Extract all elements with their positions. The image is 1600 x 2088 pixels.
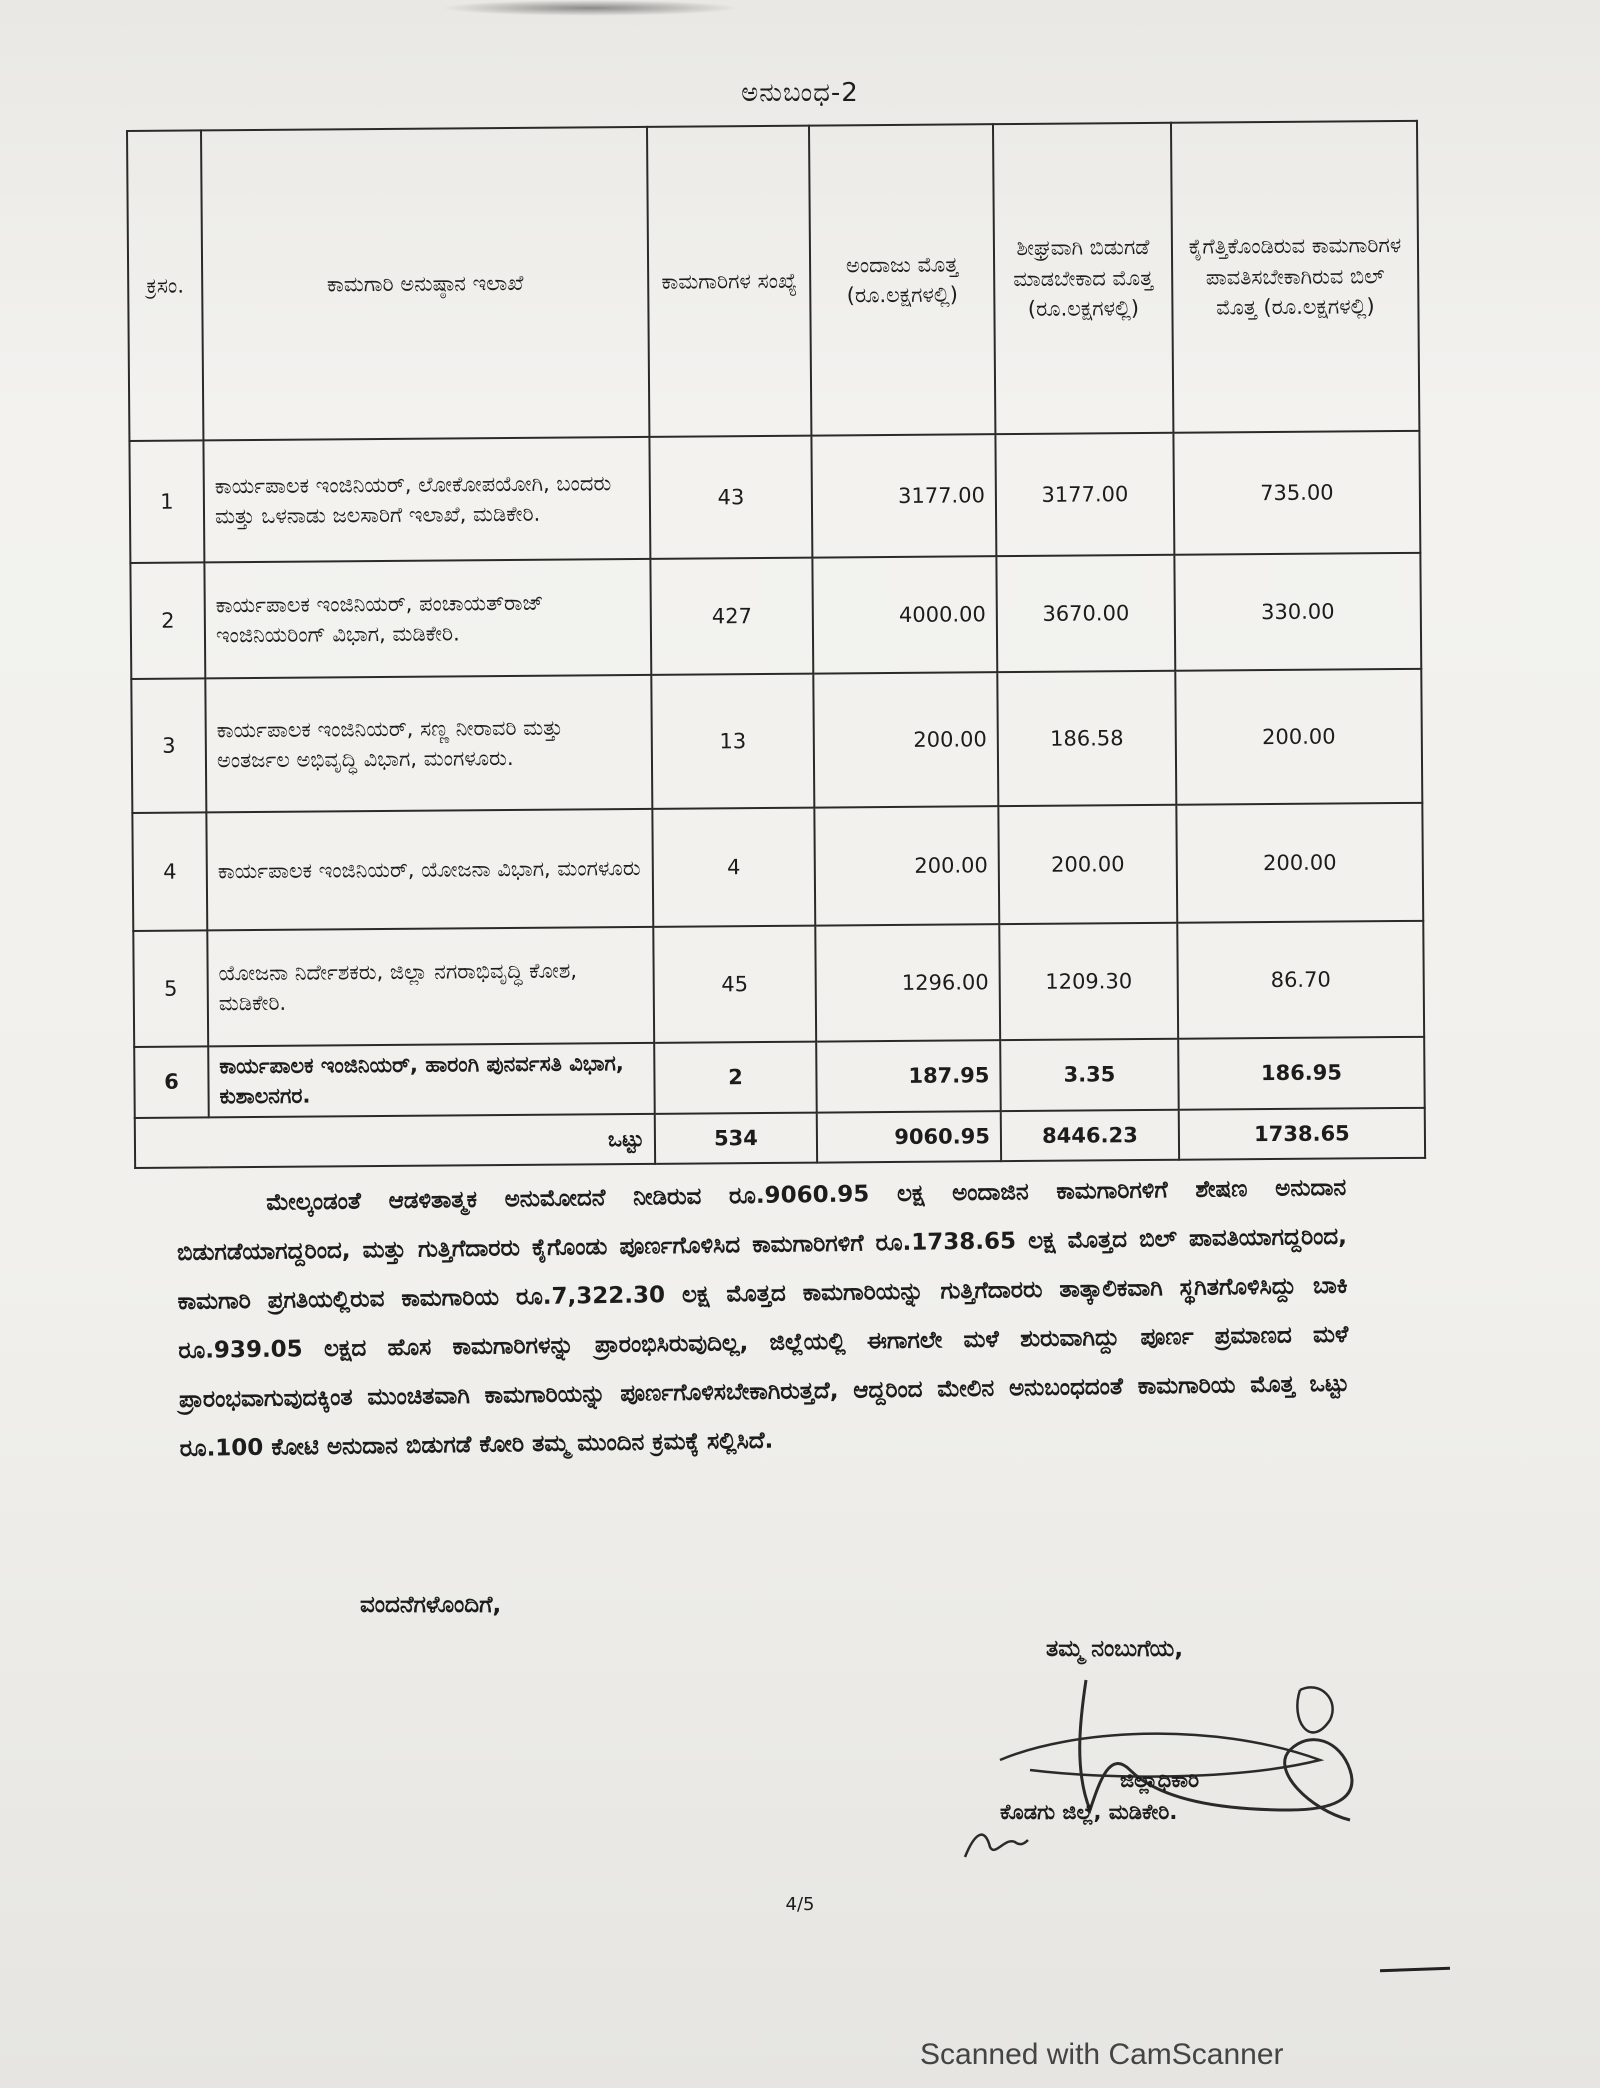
cell-bill-amount: 735.00 (1173, 431, 1420, 555)
header-bill-amount: ಕೈಗೆತ್ತಿಕೊಂಡಿರುವ ಕಾಮಗಾರಿಗಳ ಪಾವತಿಸಬೇಕಾಗಿರುವ ಬಿಲ್ ಮೊತ್ತ (ರೂ.ಲಕ್ಷಗಳಲ್ಲಿ) (1171, 121, 1419, 433)
cell-department: ಕಾರ್ಯಪಾಲಕ ಇಂಜಿನಿಯರ್, ಪಂಚಾಯತ್‌ರಾಜ್ ಇಂಜಿನಿಯರಿಂಗ್ ವಿಭಾಗ, ಮಡಿಕೇರಿ. (204, 559, 651, 678)
table-row (129, 431, 1420, 563)
cell-release-amount: 1209.30 (999, 923, 1178, 1040)
cell-estimate: 1296.00 (815, 924, 1000, 1041)
total-label: ಒಟ್ಟು (135, 1114, 655, 1168)
cell-work-count: 45 (653, 926, 816, 1043)
cell-sl-no: 2 (130, 562, 205, 679)
cell-release-amount: 186.58 (997, 671, 1176, 806)
yours-faithfully: ತಮ್ಮ ನಂಬುಗೆಯ, (1046, 1636, 1184, 1662)
table-row (134, 1037, 1425, 1118)
cell-release-amount: 3177.00 (995, 433, 1174, 556)
table-row (133, 921, 1424, 1047)
cell-bill-amount: 200.00 (1175, 669, 1422, 805)
cell-work-count: 427 (650, 558, 813, 675)
header-estimate: ಅಂದಾಜು ಮೊತ್ತ (ರೂ.ಲಕ್ಷಗಳಲ್ಲಿ) (809, 124, 995, 435)
cell-work-count: 43 (649, 436, 812, 559)
total-release-amount: 8446.23 (1001, 1110, 1179, 1161)
scan-shadow (440, 0, 740, 16)
cell-department: ಯೋಜನಾ ನಿರ್ದೇಶಕರು, ಜಿಲ್ಲಾ ನಗರಾಭಿವೃದ್ಧಿ ಕೋಶ, ಮಡಿಕೇರಿ. (207, 927, 654, 1046)
cell-work-count: 13 (651, 674, 814, 809)
cell-bill-amount: 86.70 (1177, 921, 1424, 1039)
office-address: ಕೊಡಗು ಜಿಲ್ಲೆ, ಮಡಿಕೇರಿ. (1000, 1800, 1178, 1824)
cell-release-amount: 3.35 (1000, 1039, 1179, 1111)
cell-sl-no: 1 (129, 440, 204, 563)
cell-work-count: 2 (654, 1042, 817, 1114)
total-work-count: 534 (655, 1112, 817, 1163)
margin-mark (1380, 1967, 1450, 1972)
table-header-row (127, 121, 1419, 441)
designation: ಜಿಲ್ಲಾಧಿಕಾರಿ (1120, 1768, 1200, 1792)
header-release-amount: ಶೀಘ್ರವಾಗಿ ಬಿಡುಗಡೆ ಮಾಡಬೇಕಾದ ಮೊತ್ತ (ರೂ.ಲಕ್ಷಗಳಲ್ಲಿ) (993, 123, 1173, 434)
table-row (130, 553, 1421, 679)
cell-bill-amount: 330.00 (1174, 553, 1421, 671)
works-table (126, 120, 1426, 1169)
cell-sl-no: 4 (132, 812, 207, 931)
cell-department: ಕಾರ್ಯಪಾಲಕ ಇಂಜಿನಿಯರ್, ಯೋಜನಾ ವಿಭಾಗ, ಮಂಗಳೂರು (206, 809, 653, 930)
cell-department: ಕಾರ್ಯಪಾಲಕ ಇಂಜಿನಿಯರ್, ಹಾರಂಗಿ ಪುನರ್ವಸತಿ ವಿಭಾಗ, ಕುಶಾಲನಗರ. (208, 1043, 655, 1117)
cell-estimate: 4000.00 (812, 556, 997, 673)
table-total-row (135, 1108, 1425, 1168)
table-row (132, 803, 1423, 931)
header-sl-no: ಕ್ರಸಂ. (127, 130, 203, 441)
cell-department: ಕಾರ್ಯಪಾಲಕ ಇಂಜಿನಿಯರ್, ಸಣ್ಣ ನೀರಾವರಿ ಮತ್ತು ಅಂತರ್ಜಲ ಅಭಿವೃದ್ಧಿ ವಿಭಾಗ, ಮಂಗಳೂರು. (205, 675, 652, 812)
total-bill-amount: 1738.65 (1179, 1108, 1425, 1160)
body-paragraph: ಮೇಲ್ಕಂಡಂತೆ ಆಡಳಿತಾತ್ಮಕ ಅನುಮೋದನೆ ನೀಡಿರುವ ರೂ.9060.95 ಲಕ್ಷ ಅಂದಾಜಿನ ಕಾಮಗಾರಿಗಳಿಗೆ ಶೇಷಣ ಅನುದಾನ ಬಿಡುಗಡೆಯಾಗದ್ದರಿಂದ, ಮತ್ತು ಗುತ್ತಿಗೆದಾರರು ಕೈಗೊಂಡು ಪೂರ್ಣಗೊಳಿಸಿದ ಕಾಮಗಾರಿಗಳಿಗೆ ರೂ.1738.65 ಲಕ್ಷ ಮೊತ್ತದ ಬಿಲ್ ಪಾವತಿಯಾಗದ್ದರಿಂದ, ಕಾಮಗಾರಿ ಪ್ರಗತಿಯಲ್ಲಿರುವ ಕಾಮಗಾರಿಯ ರೂ.7,322.30 ಲಕ್ಷ ಮೊತ್ತದ ಕಾಮಗಾರಿಯನ್ನು ಗುತ್ತಿಗೆದಾರರು ತಾತ್ಕಾಲಿಕವಾಗಿ ಸ್ಥಗಿತಗೊಳಿಸಿದ್ದು ಬಾಕಿ ರೂ.939.05 ಲಕ್ಷದ ಹೊಸ ಕಾಮಗಾರಿಗಳನ್ನು ಪ್ರಾರಂಭಿಸಿರುವುದಿಲ್ಲ, ಜಿಲ್ಲೆಯಲ್ಲಿ ಈಗಾಗಲೇ ಮಳೆ ಶುರುವಾಗಿದ್ದು ಪೂರ್ಣ ಪ್ರಮಾಣದ ಮಳೆ ಪ್ರಾರಂಭವಾಗುವುದಕ್ಕಿಂತ ಮುಂಚಿತವಾಗಿ ಕಾಮಗಾರಿಯನ್ನು ಪೂರ್ಣಗೊಳಿಸಬೇಕಾಗಿರುತ್ತದೆ, ಆದ್ದರಿಂದ ಮೇಲಿನ ಅನುಬಂಧದಂತೆ ಕಾಮಗಾರಿಯ ಮೊತ್ತ ಒಟ್ಟು ರೂ.100 ಕೋಟಿ ಅನುದಾನ ಬಿಡುಗಡೆ ಕೋರಿ ತಮ್ಮ ಮುಂದಿನ ಕ್ರಮಕ್ಕೆ ಸಲ್ಲಿಸಿದೆ. (176, 1174, 1350, 1462)
cell-sl-no: 3 (131, 678, 206, 813)
cell-estimate: 200.00 (813, 672, 998, 807)
cell-release-amount: 3670.00 (996, 555, 1175, 672)
cell-estimate: 200.00 (814, 806, 999, 925)
cell-estimate: 3177.00 (811, 434, 996, 557)
cell-bill-amount: 186.95 (1178, 1037, 1425, 1110)
header-department: ಕಾಮಗಾರಿ ಅನುಷ್ಠಾನ ಇಲಾಖೆ (201, 127, 649, 440)
cell-work-count: 4 (652, 808, 815, 927)
total-estimate: 9060.95 (817, 1111, 1001, 1162)
cell-release-amount: 200.00 (998, 805, 1177, 924)
cell-bill-amount: 200.00 (1176, 803, 1423, 923)
cell-estimate: 187.95 (816, 1040, 1001, 1112)
cell-department: ಕಾರ್ಯಪಾಲಕ ಇಂಜಿನಿಯರ್, ಲೋಕೋಪಯೋಗಿ, ಬಂದರು ಮತ್ತು ಒಳನಾಡು ಜಲಸಾರಿಗೆ ಇಲಾಖೆ, ಮಡಿಕೇರಿ. (203, 437, 650, 562)
page-number: 4/5 (785, 1894, 815, 1915)
header-work-count: ಕಾಮಗಾರಿಗಳ ಸಂಖ್ಯೆ (647, 126, 811, 437)
cell-sl-no: 6 (134, 1046, 209, 1117)
cell-sl-no: 5 (133, 930, 208, 1047)
annexure-heading: ಅನುಬಂಧ-2 (741, 78, 859, 108)
initials-mark (960, 1822, 1030, 1862)
table-row (131, 669, 1422, 813)
closing-salutation: ವಂದನೆಗಳೊಂದಿಗೆ, (360, 1592, 502, 1618)
scanner-watermark: Scanned with CamScanner (920, 2038, 1284, 2071)
